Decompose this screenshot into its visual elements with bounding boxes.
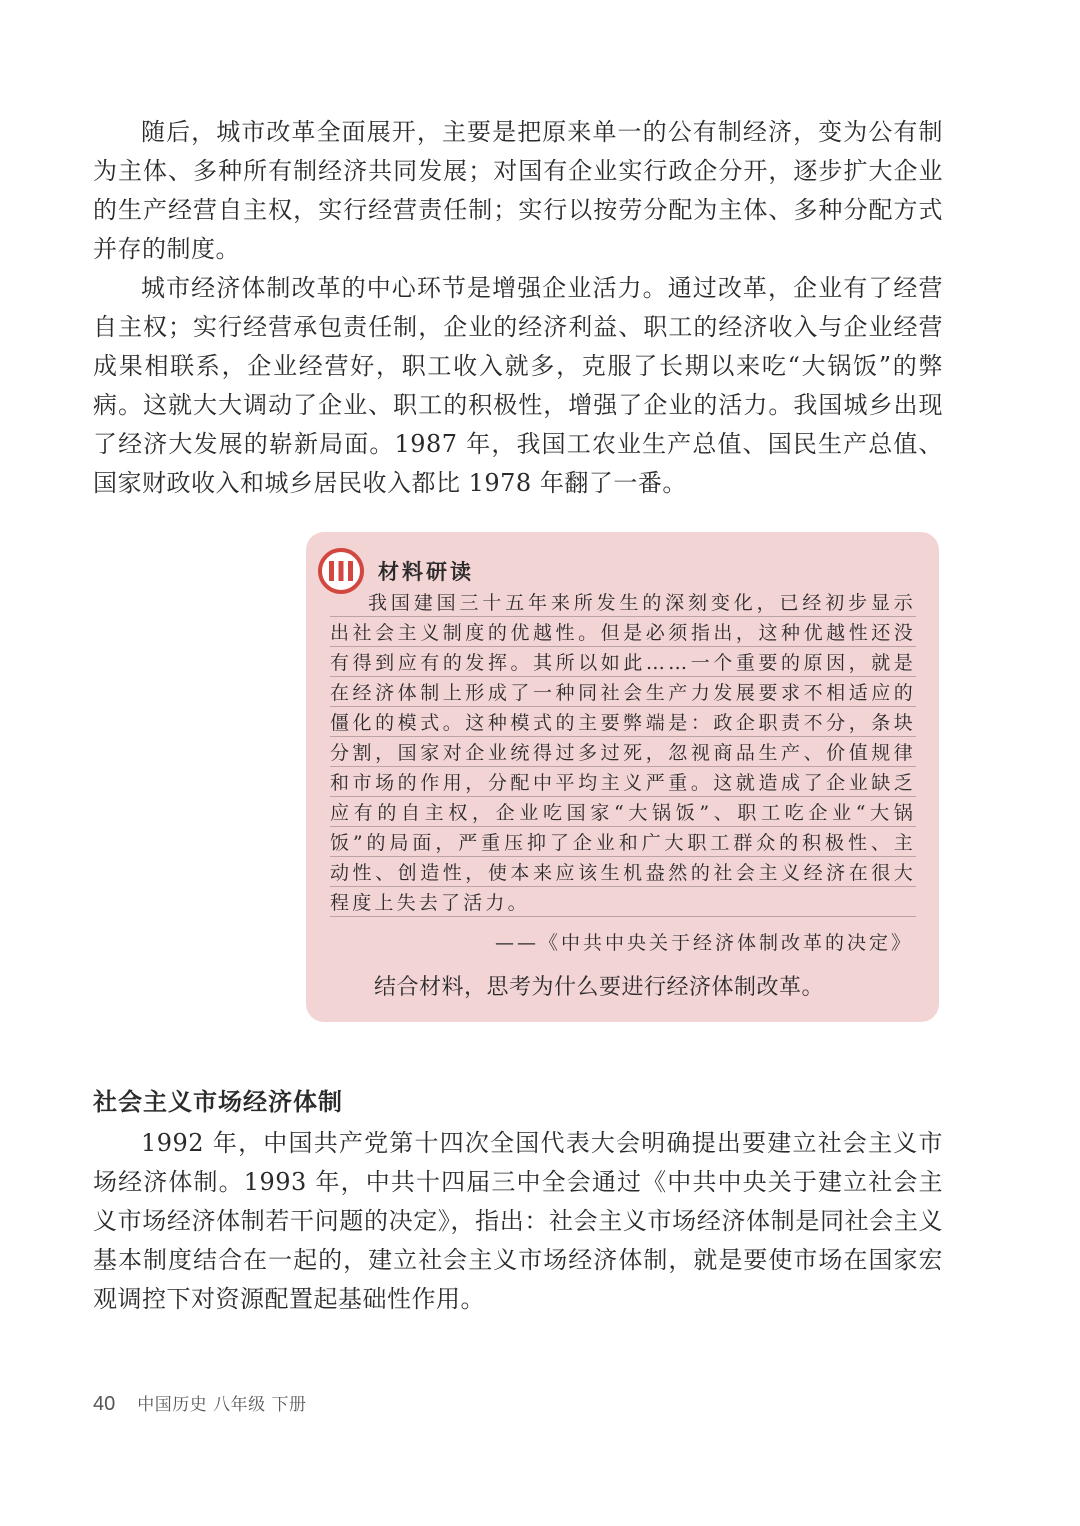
book-title: 中国历史 八年级 下册 — [137, 1395, 307, 1415]
page-number: 40 — [93, 1393, 116, 1415]
page-footer — [93, 1390, 307, 1416]
material-question: 结合材料，思考为什么要进行经济体制改革。 — [374, 975, 825, 1000]
paragraph-market-economy: 1992 年，中国共产党第十四次全国代表大会明确提出要建立社会主义市场经济体制。1993 年，中共十四届三中全会通过《中共中央关于建立社会主义市场经济体制若干问题的决定》，指出：社会主义市场经济体制是同社会主义基本制度结合在一起的，建立社会主义市场经济体制，就是要使市场在国家宏观调控下对资源配置起基础性作用。 — [93, 1129, 943, 1313]
material-reading-box — [306, 532, 939, 1022]
material-source: ——《中共中央关于经济体制改革的决定》 — [494, 932, 913, 954]
material-quote: 我国建国三十五年来所发生的深刻变化，已经初步显示出社会主义制度的优越性。但是必须指出，这种优越性还没有得到应有的发挥。其所以如此……一个重要的原因，就是在经济体制上形成了一种同社会生产力发展要求不相适应的僵化的模式。这种模式的主要弊端是：政企职责不分，条块分割，国家对企业统得过多过死，忽视商品生产、价值规律和市场的作用，分配中平均主义严重。这就造成了企业缺乏应有的自主权，企业吃国家“大锅饭”、职工吃企业“大锅饭”的局面，严重压抑了企业和广大职工群众的积极性、主动性、创造性，使本来应该生机盎然的社会主义经济在很大程度上失去了活力。 — [330, 588, 916, 918]
material-title: 材料研读 — [378, 560, 474, 584]
paragraph-enterprise-vitality: 城市经济体制改革的中心环节是增强企业活力。通过改革，企业有了经营自主权；实行经营承包责任制，企业的经济利益、职工的经济收入与企业经营成果相联系，企业经营好，职工收入就多，克服了长期以来吃“大锅饭”的弊病。这就大大调动了企业、职工的积极性，增强了企业的活力。我国城乡出现了经济大发展的崭新局面。1987 年，我国工农业生产总值、国民生产总值、国家财政收入和城乡居民收入都比 1978 年翻了一番。 — [93, 274, 943, 497]
section-heading: 社会主义市场经济体制 — [93, 1088, 343, 1116]
paragraph-city-reform: 随后，城市改革全面展开，主要是把原来单一的公有制经济，变为公有制为主体、多种所有制经济共同发展；对国有企业实行政企分开，逐步扩大企业的生产经营自主权，实行经营责任制；实行以按劳分配为主体、多种分配方式并存的制度。 — [93, 118, 943, 263]
body-paragraphs-bottom — [93, 1124, 943, 1319]
body-paragraphs-top — [93, 113, 943, 503]
